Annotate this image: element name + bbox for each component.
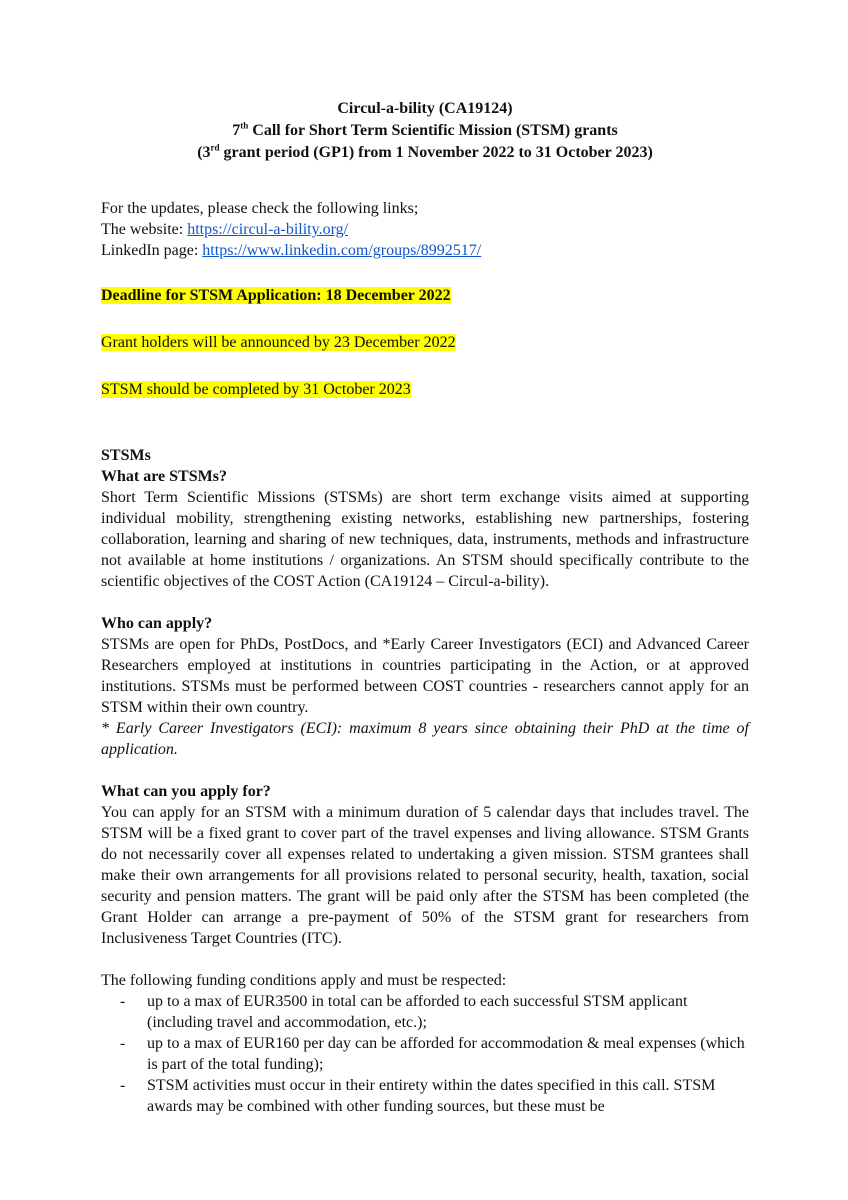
- announce-notice: Grant holders will be announced by 23 December 2022: [101, 334, 456, 351]
- links-block: [101, 198, 749, 261]
- links-intro: For the updates, please check the following links;: [101, 200, 419, 217]
- conditions-intro: The following funding conditions apply and must be respected:: [101, 972, 507, 989]
- document-page: [101, 98, 749, 1117]
- stsms-heading: STSMs: [101, 447, 151, 464]
- list-item: - up to a max of EUR160 per day can be afforded for accommodation & meal expenses (which is part of the total funding);: [120, 1035, 745, 1073]
- who-body: STSMs are open for PhDs, PostDocs, and *Early Career Investigators (ECI) and Advanced Career Researchers employed at institutions in countries participating in the Action, or at approved institutions. STSMs must be performed between COST countries - researchers cannot apply for an STSM within their own country.: [101, 636, 749, 716]
- title-line-call: 7th Call for Short Term Scientific Mission (STSM) grants: [232, 120, 618, 139]
- title-line-period: (3rd grant period (GP1) from 1 November 2022 to 31 October 2023): [197, 142, 653, 161]
- website-link[interactable]: https://circul-a-bility.org/: [187, 221, 349, 238]
- section-what-apply-for: [101, 781, 749, 1117]
- title-line-action: Circul-a-bility (CA19124): [337, 100, 513, 117]
- list-item: - up to a max of EUR3500 in total can be afforded to each successful STSM applicant (including travel and accommodation, etc.);: [120, 993, 688, 1031]
- document-title: [101, 98, 749, 164]
- deadline-notice: Deadline for STSM Application: 18 December 2022: [101, 287, 451, 304]
- linkedin-line: LinkedIn page: https://www.linkedin.com/groups/8992517/: [101, 242, 482, 259]
- who-heading: Who can apply?: [101, 615, 213, 632]
- what-heading: What are STSMs?: [101, 468, 227, 485]
- linkedin-link[interactable]: https://www.linkedin.com/groups/8992517/: [202, 242, 482, 259]
- list-item: - STSM activities must occur in their entirety within the dates specified in this call. STSM awards may be combined with other funding sources, but these must be: [120, 1077, 716, 1115]
- complete-notice: STSM should be completed by 31 October 2023: [101, 381, 411, 398]
- apply-heading: What can you apply for?: [101, 783, 271, 800]
- apply-body: You can apply for an STSM with a minimum duration of 5 calendar days that includes travel. The STSM will be a fixed grant to cover part of the travel expenses and living allowance. STSM Grants do not necessarily cover all expenses related to undertaking a given mission. STSM grantees shall make their own arrangements for all provisions related to personal security, health, taxation, social security and pension matters. The grant will be paid only after the STSM has been completed (the Grant Holder can arrange a pre-payment of 50% of the STSM grant for researchers from Inclusiveness Target Countries (ITC).: [101, 804, 749, 947]
- eci-note: * Early Career Investigators (ECI): maximum 8 years since obtaining their PhD at the time of application.: [101, 720, 749, 758]
- section-what-are-stsms: [101, 445, 749, 592]
- website-line: The website: https://circul-a-bility.org/: [101, 221, 349, 238]
- section-who-can-apply: [101, 613, 749, 760]
- conditions-list: [101, 991, 749, 1117]
- what-body: Short Term Scientific Missions (STSMs) are short term exchange visits aimed at supporting individual mobility, strengthening existing networks, establishing new partnerships, fostering collaboration, learning and sharing of new techniques, data, instruments, methods and infrastructure not available at home institutions / organizations. An STSM should specifically contribute to the scientific objectives of the COST Action (CA19124 – Circul-a-bility).: [101, 489, 749, 590]
